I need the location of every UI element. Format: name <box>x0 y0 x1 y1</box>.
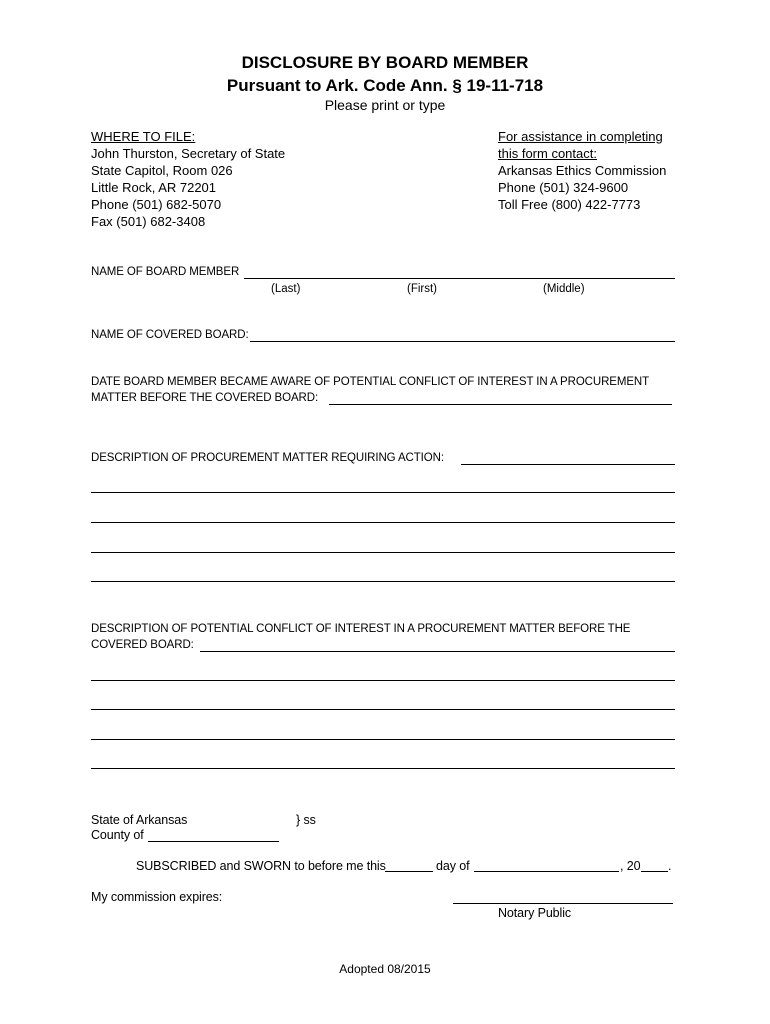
subscribed-day-field[interactable] <box>385 871 433 872</box>
where-to-file-line: Fax (501) 682-3408 <box>91 214 206 229</box>
procurement-description-line[interactable] <box>91 552 675 553</box>
conflict-description-label-line2: COVERED BOARD: <box>91 639 194 651</box>
subscribed-period: . <box>668 859 672 873</box>
assistance-heading: For assistance in completing <box>498 129 663 144</box>
assistance-heading: this form contact: <box>498 146 597 161</box>
name-caption-first: (First) <box>407 283 438 295</box>
where-to-file-line: State Capitol, Room 026 <box>91 163 233 178</box>
where-to-file-line: Little Rock, AR 72201 <box>91 180 217 195</box>
where-to-file-line: Phone (501) 682-5070 <box>91 197 222 212</box>
conflict-description-field[interactable] <box>200 651 675 652</box>
assistance-line: Phone (501) 324-9600 <box>498 180 629 195</box>
subscribed-year-prefix: , 20 <box>620 859 641 873</box>
name-caption-last: (Last) <box>271 283 301 295</box>
notary-county-label: County of <box>91 828 144 842</box>
covered-board-label: NAME OF COVERED BOARD: <box>91 329 249 341</box>
commission-expires-label: My commission expires: <box>91 890 223 904</box>
subscribed-year-field[interactable] <box>641 871 668 872</box>
conflict-description-line[interactable] <box>91 709 675 710</box>
adopted-date: Adopted 08/2015 <box>339 962 431 976</box>
procurement-description-label: DESCRIPTION OF PROCUREMENT MATTER REQUIRING ACTION: <box>91 452 444 464</box>
procurement-description-line[interactable] <box>91 492 675 493</box>
subscribed-text: SUBSCRIBED and SWORN to before me this <box>136 859 386 873</box>
notary-public-label: Notary Public <box>498 906 572 920</box>
subscribed-day-of: day of <box>436 859 470 873</box>
form-instruction: Please print or type <box>324 97 446 113</box>
procurement-description-line[interactable] <box>91 581 675 582</box>
where-to-file-line: John Thurston, Secretary of State <box>91 146 286 161</box>
procurement-description-line[interactable] <box>91 522 675 523</box>
assistance-line: Toll Free (800) 422-7773 <box>498 197 641 212</box>
conflict-description-line[interactable] <box>91 680 675 681</box>
notary-signature-field[interactable] <box>453 903 673 904</box>
conflict-description-line[interactable] <box>91 739 675 740</box>
name-caption-middle: (Middle) <box>543 283 585 295</box>
where-to-file-heading: WHERE TO FILE: <box>91 129 196 144</box>
notary-ss: } ss <box>296 813 316 827</box>
date-aware-field[interactable] <box>329 404 672 405</box>
form-title: DISCLOSURE BY BOARD MEMBER <box>241 53 529 72</box>
conflict-description-line[interactable] <box>91 768 675 769</box>
board-member-name-field[interactable] <box>244 278 675 279</box>
notary-state: State of Arkansas <box>91 813 188 827</box>
date-aware-label-line1: DATE BOARD MEMBER BECAME AWARE OF POTENTIAL CONFLICT OF INTEREST IN A PROCUREMENT <box>91 376 650 388</box>
conflict-description-label-line1: DESCRIPTION OF POTENTIAL CONFLICT OF INTEREST IN A PROCUREMENT MATTER BEFORE THE <box>91 623 631 635</box>
notary-county-field[interactable] <box>148 841 279 842</box>
board-member-label: NAME OF BOARD MEMBER <box>91 266 240 278</box>
form-statute: Pursuant to Ark. Code Ann. § 19-11-718 <box>226 76 544 95</box>
date-aware-label-line2: MATTER BEFORE THE COVERED BOARD: <box>91 392 319 404</box>
procurement-description-field[interactable] <box>461 464 675 465</box>
assistance-line: Arkansas Ethics Commission <box>498 163 667 178</box>
where-to-file-block <box>91 128 285 230</box>
covered-board-field[interactable] <box>250 341 675 342</box>
subscribed-month-field[interactable] <box>474 871 619 872</box>
assistance-block <box>498 128 666 213</box>
